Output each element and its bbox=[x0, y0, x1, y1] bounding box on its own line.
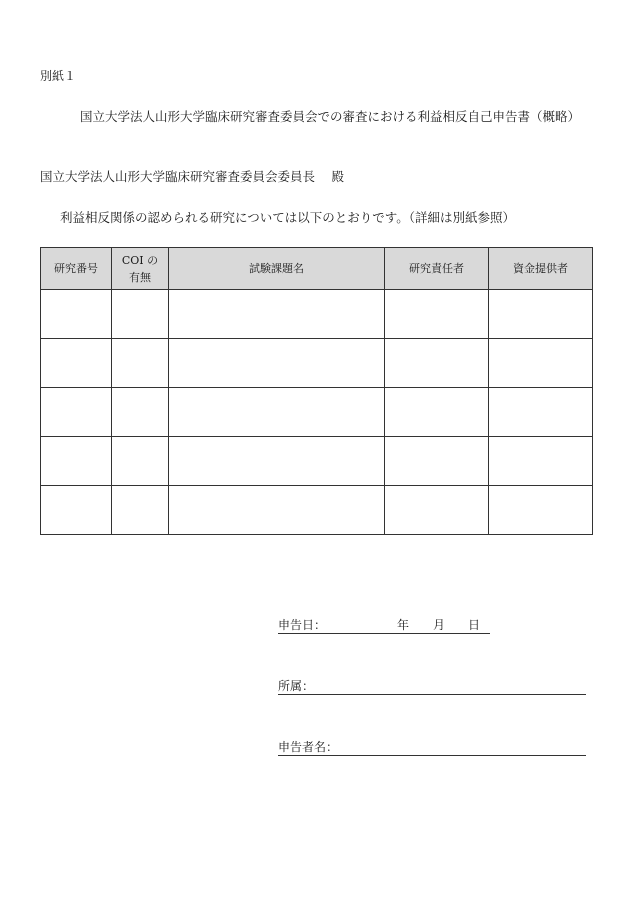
coi-table bbox=[40, 247, 593, 535]
affiliation-field[interactable] bbox=[278, 678, 586, 695]
table-row bbox=[41, 290, 593, 339]
cell-trial-title[interactable] bbox=[169, 486, 385, 535]
month-label: 月 bbox=[433, 618, 446, 632]
table-header-row bbox=[41, 248, 593, 290]
header-study-number: 研究番号 bbox=[41, 248, 112, 290]
header-coi-presence bbox=[112, 248, 169, 290]
cell-coi-presence[interactable] bbox=[112, 486, 169, 535]
cell-principal-investigator[interactable] bbox=[385, 437, 489, 486]
cell-funding-provider[interactable] bbox=[489, 339, 593, 388]
header-funding-provider: 資金提供者 bbox=[489, 248, 593, 290]
cell-principal-investigator[interactable] bbox=[385, 290, 489, 339]
declarant-name-field[interactable] bbox=[278, 739, 586, 756]
intro-text: 利益相反関係の認められる研究については以下のとおりです。（詳細は別紙参照） bbox=[60, 210, 516, 225]
cell-coi-presence[interactable] bbox=[112, 339, 169, 388]
document-title: 国立大学法人山形大学臨床研究審査委員会での審査における利益相反自己申告書（概略） bbox=[80, 109, 581, 124]
addressee-line: 国立大学法人山形大学臨床研究審査委員会委員長 殿 bbox=[40, 169, 344, 184]
declaration-date-field[interactable] bbox=[278, 617, 490, 634]
day-label: 日 bbox=[468, 618, 481, 632]
cell-study-number[interactable] bbox=[41, 486, 112, 535]
cell-coi-presence[interactable] bbox=[112, 437, 169, 486]
table-row bbox=[41, 388, 593, 437]
cell-principal-investigator[interactable] bbox=[385, 339, 489, 388]
cell-funding-provider[interactable] bbox=[489, 486, 593, 535]
header-coi-line2: 有無 bbox=[129, 270, 151, 284]
header-trial-title: 試験課題名 bbox=[169, 248, 385, 290]
table-row bbox=[41, 437, 593, 486]
cell-study-number[interactable] bbox=[41, 339, 112, 388]
cell-coi-presence[interactable] bbox=[112, 388, 169, 437]
cell-study-number[interactable] bbox=[41, 437, 112, 486]
cell-study-number[interactable] bbox=[41, 388, 112, 437]
cell-principal-investigator[interactable] bbox=[385, 388, 489, 437]
cell-funding-provider[interactable] bbox=[489, 388, 593, 437]
year-label: 年 bbox=[397, 618, 410, 632]
cell-trial-title[interactable] bbox=[169, 388, 385, 437]
cell-funding-provider[interactable] bbox=[489, 290, 593, 339]
table-row bbox=[41, 486, 593, 535]
table-row bbox=[41, 339, 593, 388]
cell-coi-presence[interactable] bbox=[112, 290, 169, 339]
cell-principal-investigator[interactable] bbox=[385, 486, 489, 535]
affiliation-label: 所属： bbox=[278, 679, 315, 693]
cell-trial-title[interactable] bbox=[169, 290, 385, 339]
attachment-label: 別紙１ bbox=[40, 69, 77, 83]
header-principal-investigator: 研究責任者 bbox=[385, 248, 489, 290]
declarant-name-label: 申告者名： bbox=[278, 740, 339, 754]
header-coi-line1: COI の bbox=[121, 253, 159, 267]
cell-funding-provider[interactable] bbox=[489, 437, 593, 486]
cell-trial-title[interactable] bbox=[169, 339, 385, 388]
cell-trial-title[interactable] bbox=[169, 437, 385, 486]
cell-study-number[interactable] bbox=[41, 290, 112, 339]
declaration-date-label: 申告日： bbox=[278, 618, 327, 632]
